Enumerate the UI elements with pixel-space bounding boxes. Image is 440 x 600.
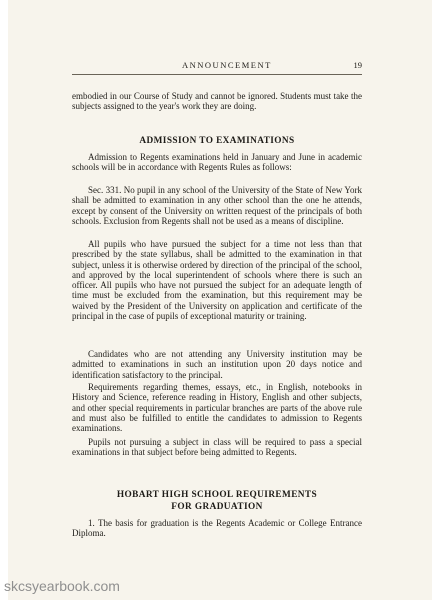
requirements-paragraph: Requirements regarding themes, essays, etc., in English, notebooks in History and Science, reference reading in History, English and other subjects, and other special requirements in particular branches are parts of the above rule and must also be fulfilled to entitle the candidates to admission to Regents examinations. bbox=[72, 382, 362, 434]
graduation-basis-paragraph: 1. The basis for graduation is the Regents Academic or College Entrance Diploma. bbox=[72, 518, 362, 539]
admission-intro-paragraph: Admission to Regents examinations held in January and June in academic schools will be in accordance with Regents Rules as follows: bbox=[72, 152, 362, 173]
hobart-heading-line1: HOBART HIGH SCHOOL REQUIREMENTS bbox=[116, 490, 318, 500]
running-header bbox=[72, 60, 362, 75]
site-watermark: skcsyearbook.com bbox=[4, 578, 120, 594]
header-title: ANNOUNCEMENT bbox=[182, 60, 272, 70]
all-pupils-paragraph: All pupils who have pursued the subject for a time not less than that prescribed by the state syllabus, shall be admitted to the examination in that subject, unless it is otherwise ordered by direction of the principal of the school, and approved by the local superintendent of schools where there is such an officer. All pupils who have not pursued the subject for an adequate length of time must be excluded from the examination, but this requirement may be waived by the President of the University on application and certificate of the principal in the case of pupils of exceptional maturity or training. bbox=[72, 239, 362, 322]
admission-heading: ADMISSION TO EXAMINATIONS bbox=[139, 136, 295, 146]
intro-paragraph: embodied in our Course of Study and cannot be ignored. Students must take the subjects assigned to the year's work they are doing. bbox=[72, 91, 362, 112]
section-331-paragraph: Sec. 331. No pupil in any school of the University of the State of New York shall be admitted to examination in any other school than the one he attends, except by consent of the University on written request of the principals of both schools. Exclusion from Regents shall not be used as a means of discipline. bbox=[72, 185, 362, 226]
candidates-paragraph: Candidates who are not attending any University institution may be admitted to examinations in such an institution upon 20 days notice and identification satisfactory to the principal. bbox=[72, 349, 362, 380]
pupils-not-pursuing-paragraph: Pupils not pursuing a subject in class will be required to pass a special examinations in that subject before being admitted to Regents. bbox=[72, 437, 362, 458]
hobart-heading-line2: FOR GRADUATION bbox=[171, 502, 263, 512]
page-number: 19 bbox=[353, 60, 362, 70]
